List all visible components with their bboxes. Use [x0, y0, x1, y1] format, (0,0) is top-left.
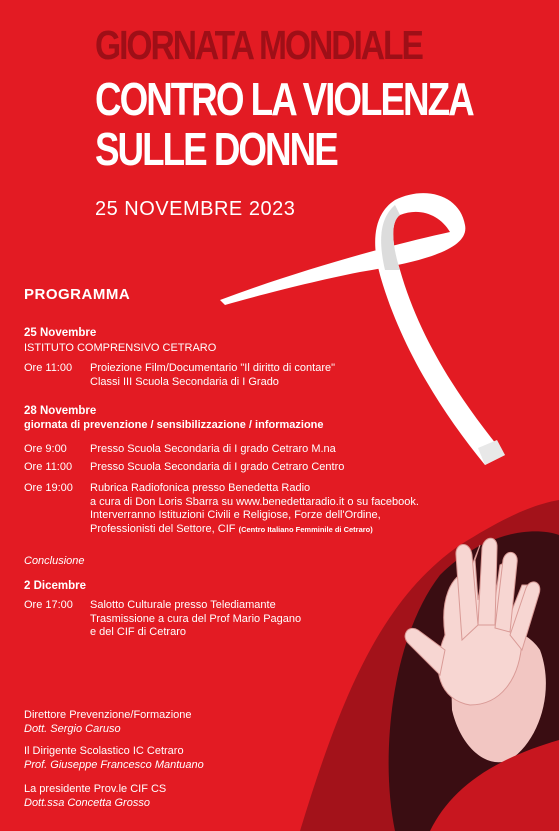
title-line-1: GIORNATA MONDIALE — [95, 22, 422, 68]
title-line-2: CONTRO LA VIOLENZA — [95, 73, 473, 125]
signature-block — [24, 744, 204, 772]
event-description — [90, 599, 301, 640]
event-line: Proiezione Film/Documentario "Il diritto di contare" — [90, 362, 336, 374]
signature-name: Prof. Giuseppe Francesco Mantuano — [24, 759, 204, 771]
signature-role: La presidente Prov.le CIF CS — [24, 783, 167, 795]
signature-role: Direttore Prevenzione/Formazione — [24, 709, 192, 721]
event-line-text: Professionisti del Settore, CIF — [90, 522, 236, 535]
event-line: Presso Scuola Secondaria di I grado Cetraro M.na — [90, 443, 336, 455]
signature-block — [24, 782, 166, 810]
title-line-3: SULLE DONNE — [95, 123, 337, 175]
event-description — [90, 443, 336, 457]
event-time: Ore 19:00 — [24, 482, 73, 494]
event-description — [90, 482, 419, 536]
event-line: e del CIF di Cetraro — [90, 626, 186, 638]
event-time: Ore 9:00 — [24, 443, 67, 455]
section2-date: 28 Novembre — [24, 405, 97, 417]
event-line: Presso Scuola Secondaria di I grado Cetraro Centro — [90, 461, 345, 473]
programma-heading: PROGRAMMA — [24, 286, 131, 303]
event-line: Rubrica Radiofonica presso Benedetta Radio — [90, 482, 311, 494]
event-description — [90, 362, 335, 389]
event-line: Trasmissione a cura del Prof Mario Pagano — [90, 612, 302, 625]
signature-block — [24, 708, 192, 736]
event-time: Ore 11:00 — [24, 461, 73, 473]
event-time: Ore 11:00 — [24, 362, 73, 374]
section1-date: 25 Novembre — [24, 327, 97, 339]
section3-date: 2 Dicembre — [24, 580, 87, 592]
event-time: Ore 17:00 — [24, 599, 73, 611]
event-line: Salotto Culturale presso Telediamante — [90, 599, 276, 611]
section1-subtitle: ISTITUTO COMPRENSIVO CETRARO — [24, 342, 217, 354]
signature-name: Dott.ssa Concetta Grosso — [24, 797, 150, 809]
event-date: 25 NOVEMBRE 2023 — [95, 198, 296, 220]
cif-note: (Centro Italiano Femminile di Cetraro) — [238, 524, 373, 534]
event-line: Classi III Scuola Secondaria di I Grado — [90, 375, 279, 388]
conclusione-label: Conclusione — [24, 555, 85, 567]
event-line: a cura di Don Loris Sbarra su www.benedettaradio.it o su facebook. — [90, 495, 419, 508]
event-description — [90, 461, 344, 475]
event-line: Interverranno Istituzioni Civili e Religiose, Forze dell'Ordine, — [90, 509, 381, 521]
signature-name: Dott. Sergio Caruso — [24, 723, 121, 735]
signature-role: Il Dirigente Scolastico IC Cetraro — [24, 745, 184, 757]
event-line — [90, 523, 419, 537]
section2-subtitle: giornata di prevenzione / sensibilizzazione / informazione — [24, 419, 324, 431]
